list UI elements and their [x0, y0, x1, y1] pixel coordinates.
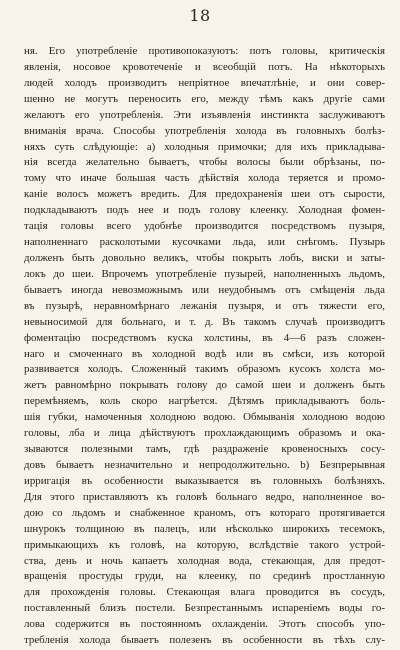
text-line: тому что иначе большая часть дѣйствія холода теряется и промо- — [24, 172, 385, 185]
text-line: довъ бываетъ незначительно и непродолжительно. b) Безпрерывная — [24, 458, 385, 471]
text-line: вращенія простуды груди, на клеенку, по срединѣ простланную — [24, 570, 385, 583]
text-line: развивается холодъ. Сложенный такимъ образомъ кусокъ холста мо- — [24, 363, 385, 376]
text-line: ня. Его употребленіе противопоказуютъ: потъ головы, критическія — [24, 45, 385, 57]
text-line: нія всегда желательно бываетъ, чтобы волосы были обрѣзаны, по- — [24, 156, 385, 169]
text-line: шія губки, намоченныя холодною водою. Обмыванія холодною водою — [24, 411, 385, 424]
text-line: подкладываютъ подъ нее и подъ голову клеенку. Холодная фомен- — [24, 204, 385, 217]
text-line: вниманія врача. Способы употребленія холода въ головныхъ болѣз- — [24, 124, 385, 137]
text-line: жетъ равномѣрно покрывать голову до самой шеи и долженъ быть — [24, 379, 385, 392]
text-line: примыкающихъ къ головѣ, на которую, вслѣдствіе такого устрой- — [24, 538, 385, 551]
text-line: бываетъ иногда невозможнымъ или неудобнымъ отъ смѣщенія льда — [24, 283, 385, 296]
text-line: перемѣняемъ, коль скоро нагрѣется. Дѣтямъ прикладываютъ боль- — [24, 395, 385, 408]
text-line: невыносимой для больнаго, и т. д. Въ такомъ случаѣ производитъ — [24, 315, 385, 328]
text-line: въ пузырѣ, неравномѣрнаго лежанія пузыря, и отъ тяжести его, — [24, 299, 385, 312]
text-line: каніе волосъ можетъ вредить. Для предохраненія шеи отъ сырости, — [24, 188, 385, 201]
text-line: лова содержится въ постоянномъ охлажденіи. Этотъ способъ упо- — [24, 618, 385, 631]
text-line: требленія холода бываетъ полезенъ въ особенности въ тѣхъ слу- — [24, 634, 385, 647]
text-line: людей холодъ производитъ непріятное впечатлѣніе, и они совер- — [24, 76, 385, 89]
text-line: поставленный близъ постели. Безпрестаннымъ испареніемъ воды го- — [24, 602, 385, 615]
text-line: дою со льдомъ и снабженное краномъ, отъ котораго протягивается — [24, 506, 385, 519]
text-line: зываются полезными тамъ, гдѣ раздраженіе кровеносныхъ сосу- — [24, 443, 385, 456]
text-line: няхъ суть слѣдующіе: а) холодныя примочки; для ихъ прикладыва- — [24, 140, 385, 153]
text-line: локъ до шеи. Впрочемъ употребленіе пузырей, наполненныхъ льдомъ, — [24, 267, 385, 280]
text-line: тація головы всего удобнѣе производится посредствомъ пузыря, — [24, 220, 385, 233]
text-line: желаютъ его употребленія. Эти изъявленія инстинкта заслуживаютъ — [24, 108, 385, 121]
text-line: долженъ быть довольно великъ, чтобы покрыть лобъ, виски и заты- — [24, 251, 385, 264]
text-line: наго и смоченнаго въ холодной водѣ или въ смѣси, изъ которой — [24, 347, 385, 360]
text-line: фоментацію посредствомъ куска холстины, въ 4—6 разъ сложен- — [24, 331, 385, 344]
text-line: явленія, носовое кровотеченіе и всеобщій потъ. На нѣкоторыхъ — [24, 60, 385, 73]
text-line: Для этого приставляютъ къ головѣ больнаго ведро, наполненное во- — [24, 490, 385, 503]
text-line: ирригація въ особенности выказывается въ головныхъ болѣзняхъ. — [24, 474, 385, 487]
text-line: головы, лба и лица дѣйствуютъ прохлаждающимъ образомъ и ока- — [24, 427, 385, 440]
text-line: шнурокъ толщиною въ палецъ, или нѣсколько широкихъ тесемокъ, — [24, 522, 385, 535]
text-line: для прохожденія головы. Стекающая влага проводится въ сосудъ, — [24, 586, 385, 599]
text-line: ства, день и ночь капаетъ холодная вода, стекающая, для предот- — [24, 554, 385, 567]
page-number: 18 — [189, 6, 211, 25]
body-text — [24, 44, 385, 649]
text-line: шенно не могутъ переносить его, между тѣмъ какъ другіе сами — [24, 92, 385, 105]
text-line: наполненнаго расколотыми кусочками льда, или снѣгомъ. Пузырь — [24, 236, 385, 249]
